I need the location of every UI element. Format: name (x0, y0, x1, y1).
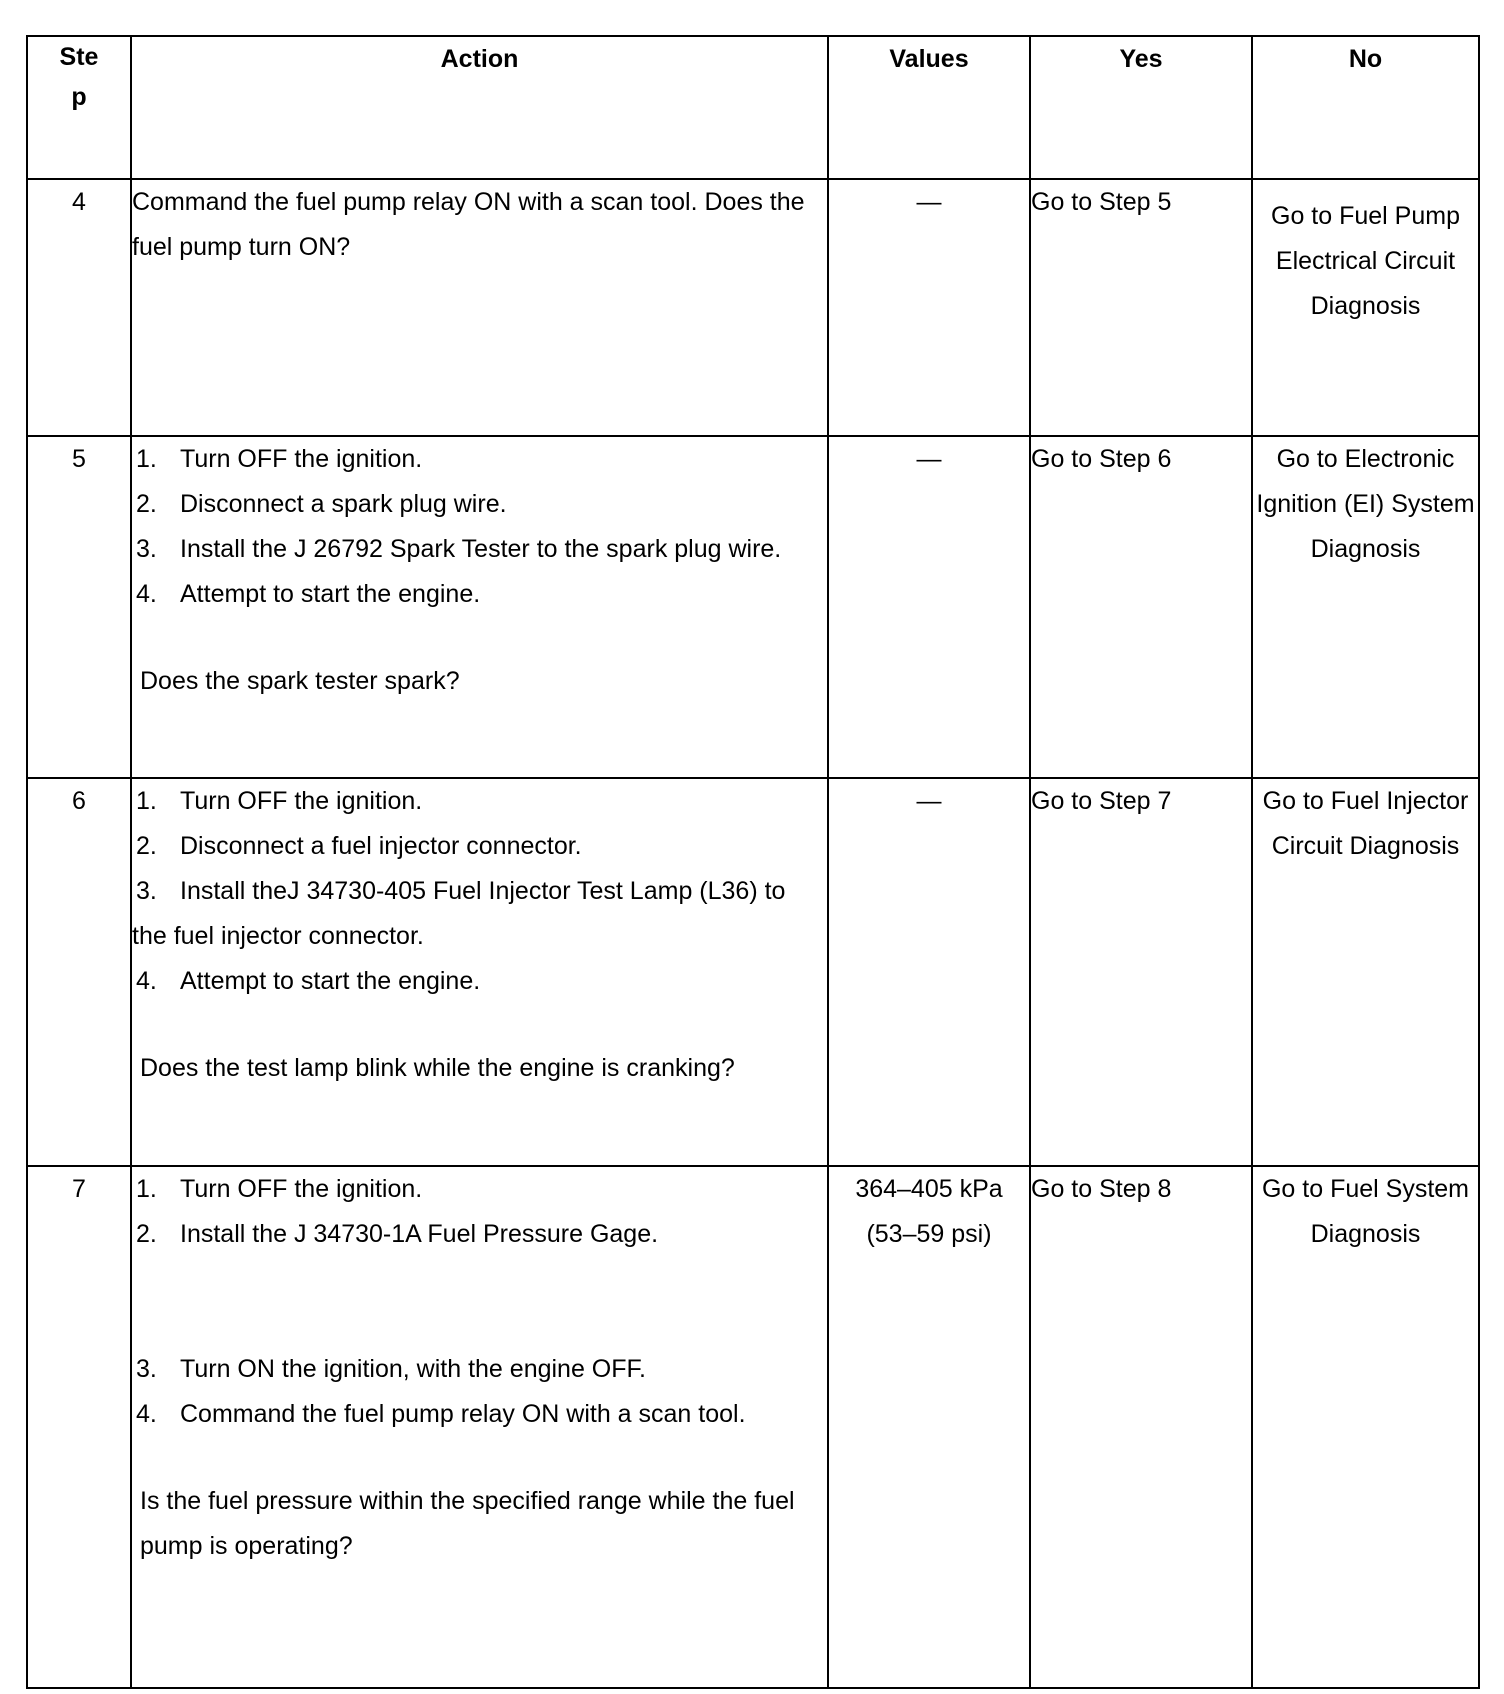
action-text: Command the fuel pump relay ON with a scan tool. Does the fuel pump turn ON? (132, 188, 805, 261)
step-number: 7 (27, 1166, 131, 1688)
diagnostic-table (26, 35, 1480, 1689)
no-cell: Go to Electronic Ignition (EI) System Diagnosis (1252, 436, 1479, 778)
header-step: Step (27, 36, 131, 179)
action-cell (131, 778, 828, 1166)
header-action: Action (131, 36, 828, 179)
table-row (27, 1166, 1479, 1688)
yes-cell: Go to Step 7 (1030, 778, 1252, 1166)
value-cell: — (828, 436, 1030, 778)
action-cell (131, 179, 828, 436)
list-item: 3. Turn ON the ignition, with the engine OFF. (136, 1355, 646, 1383)
no-cell: Go to Fuel Pump Electrical Circuit Diagnosis (1252, 179, 1479, 436)
step-number: 5 (27, 436, 131, 778)
header-yes: Yes (1030, 36, 1252, 179)
list-item: 1. Turn OFF the ignition. (136, 1175, 423, 1203)
list-item: 1. Turn OFF the ignition. (136, 787, 423, 815)
action-cell (131, 436, 828, 778)
header-values: Values (828, 36, 1030, 179)
yes-cell: Go to Step 6 (1030, 436, 1252, 778)
question-text: Does the test lamp blink while the engine is cranking? (140, 1054, 735, 1082)
question-text: Does the spark tester spark? (140, 667, 460, 695)
table-row (27, 778, 1479, 1166)
list-item: 4. Command the fuel pump relay ON with a scan tool. (136, 1400, 746, 1428)
table-row (27, 179, 1479, 436)
no-cell: Go to Fuel System Diagnosis (1252, 1166, 1479, 1688)
value-cell: — (828, 179, 1030, 436)
yes-cell: Go to Step 5 (1030, 179, 1252, 436)
list-item: 2. Install the J 34730-1A Fuel Pressure Gage. (136, 1220, 659, 1248)
step-number: 4 (27, 179, 131, 436)
question-text: Is the fuel pressure within the specified range while the fuel pump is operating? (140, 1487, 795, 1560)
action-cell (131, 1166, 828, 1688)
list-item: 2. Disconnect a fuel injector connector. (136, 832, 582, 860)
list-item: 1. Turn OFF the ignition. (136, 445, 423, 473)
list-item: 3. Install theJ 34730-405 Fuel Injector Test Lamp (L36) to the fuel injector connector. (132, 877, 786, 950)
no-cell: Go to Fuel Injector Circuit Diagnosis (1252, 778, 1479, 1166)
list-item: 4. Attempt to start the engine. (136, 580, 481, 608)
step-number: 6 (27, 778, 131, 1166)
yes-cell: Go to Step 8 (1030, 1166, 1252, 1688)
header-no: No (1252, 36, 1479, 179)
value-cell: — (828, 778, 1030, 1166)
list-item: 4. Attempt to start the engine. (136, 967, 481, 995)
list-item: 2. Disconnect a spark plug wire. (136, 490, 507, 518)
list-item: 3. Install the J 26792 Spark Tester to the spark plug wire. (136, 535, 782, 563)
value-cell: 364–405 kPa (53–59 psi) (828, 1166, 1030, 1688)
header-row (27, 36, 1479, 179)
table-row (27, 436, 1479, 778)
